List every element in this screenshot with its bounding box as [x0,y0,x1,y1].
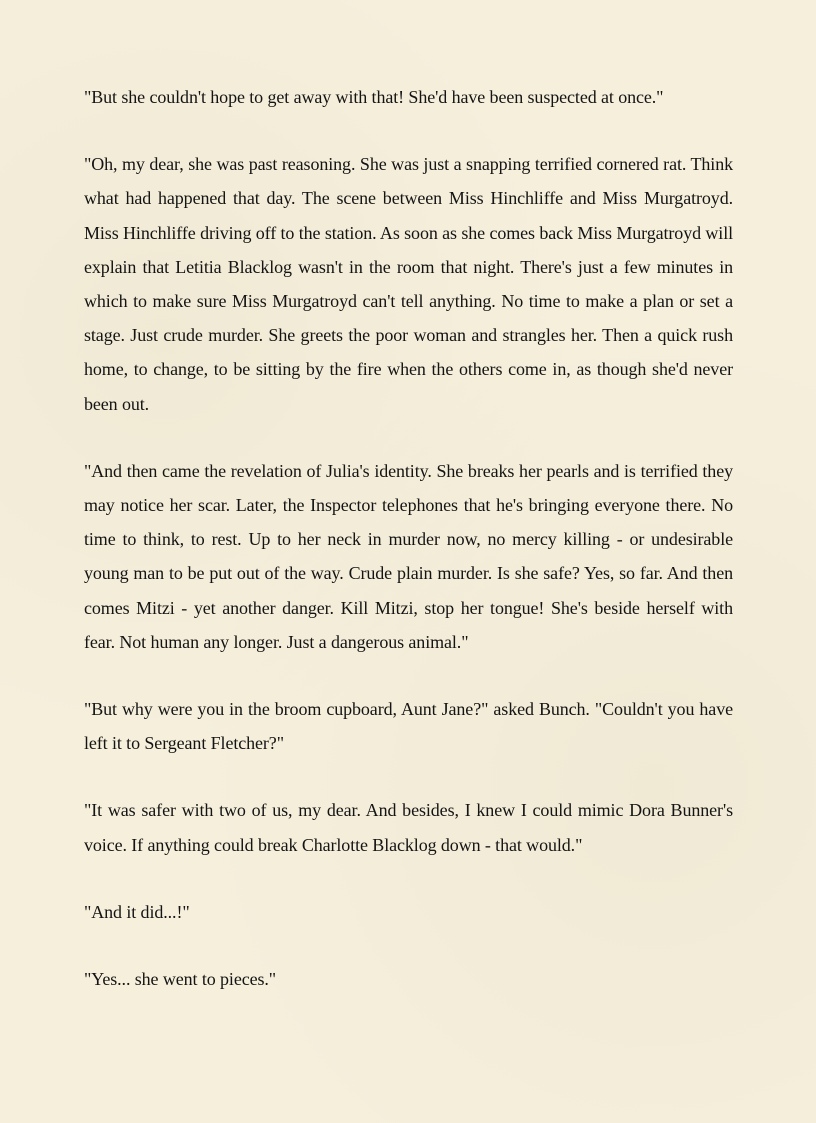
paragraph: "And it did...!" [84,901,190,922]
paragraph: "But why were you in the broom cupboard, Aunt Jane?" asked Bunch. "Couldn't you have left it to Sergeant Fletcher?" [84,699,733,754]
paragraph: "But she couldn't hope to get away with that! She'd have been suspected at once." [84,87,664,107]
page-text [84,80,733,1029]
paragraph: "Oh, my dear, she was past reasoning. She was just a snapping terrified cornered rat. Think what had happened that day. The scene between Miss Hinchliffe and Miss Murgatroyd. Miss Hinchliffe driving off to the station. As soon as she comes back Miss Murgatroyd will explain that Letitia Blacklog wasn't in the room that night. There's just a few minutes in which to make sure Miss Murgatroyd can't tell anything. No time to make a plan or set a stage. Just crude murder. She greets the poor woman and strangles her. Then a quick rush home, to change, to be sitting by the fire when the others come in, as though she'd never been out. [84,154,733,414]
paragraph: "Yes... she went to pieces." [84,969,277,990]
paragraph: "And then came the revelation of Julia's identity. She breaks her pearls and is terrified they may notice her scar. Later, the Inspector telephones that he's bringing everyone there. No time to think, to rest. Up to her neck in murder now, no mercy killing - or undesirable young man to be put out of the way. Crude plain murder. Is she safe? Yes, so far. And then comes Mitzi - yet another danger. Kill Mitzi, stop her tongue! She's beside herself with fear. Not human any longer. Just a dangerous animal." [84,460,733,652]
paragraph: "It was safer with two of us, my dear. And besides, I knew I could mimic Dora Bunner's voice. If anything could break Charlotte Blacklog down - that would." [84,800,733,855]
